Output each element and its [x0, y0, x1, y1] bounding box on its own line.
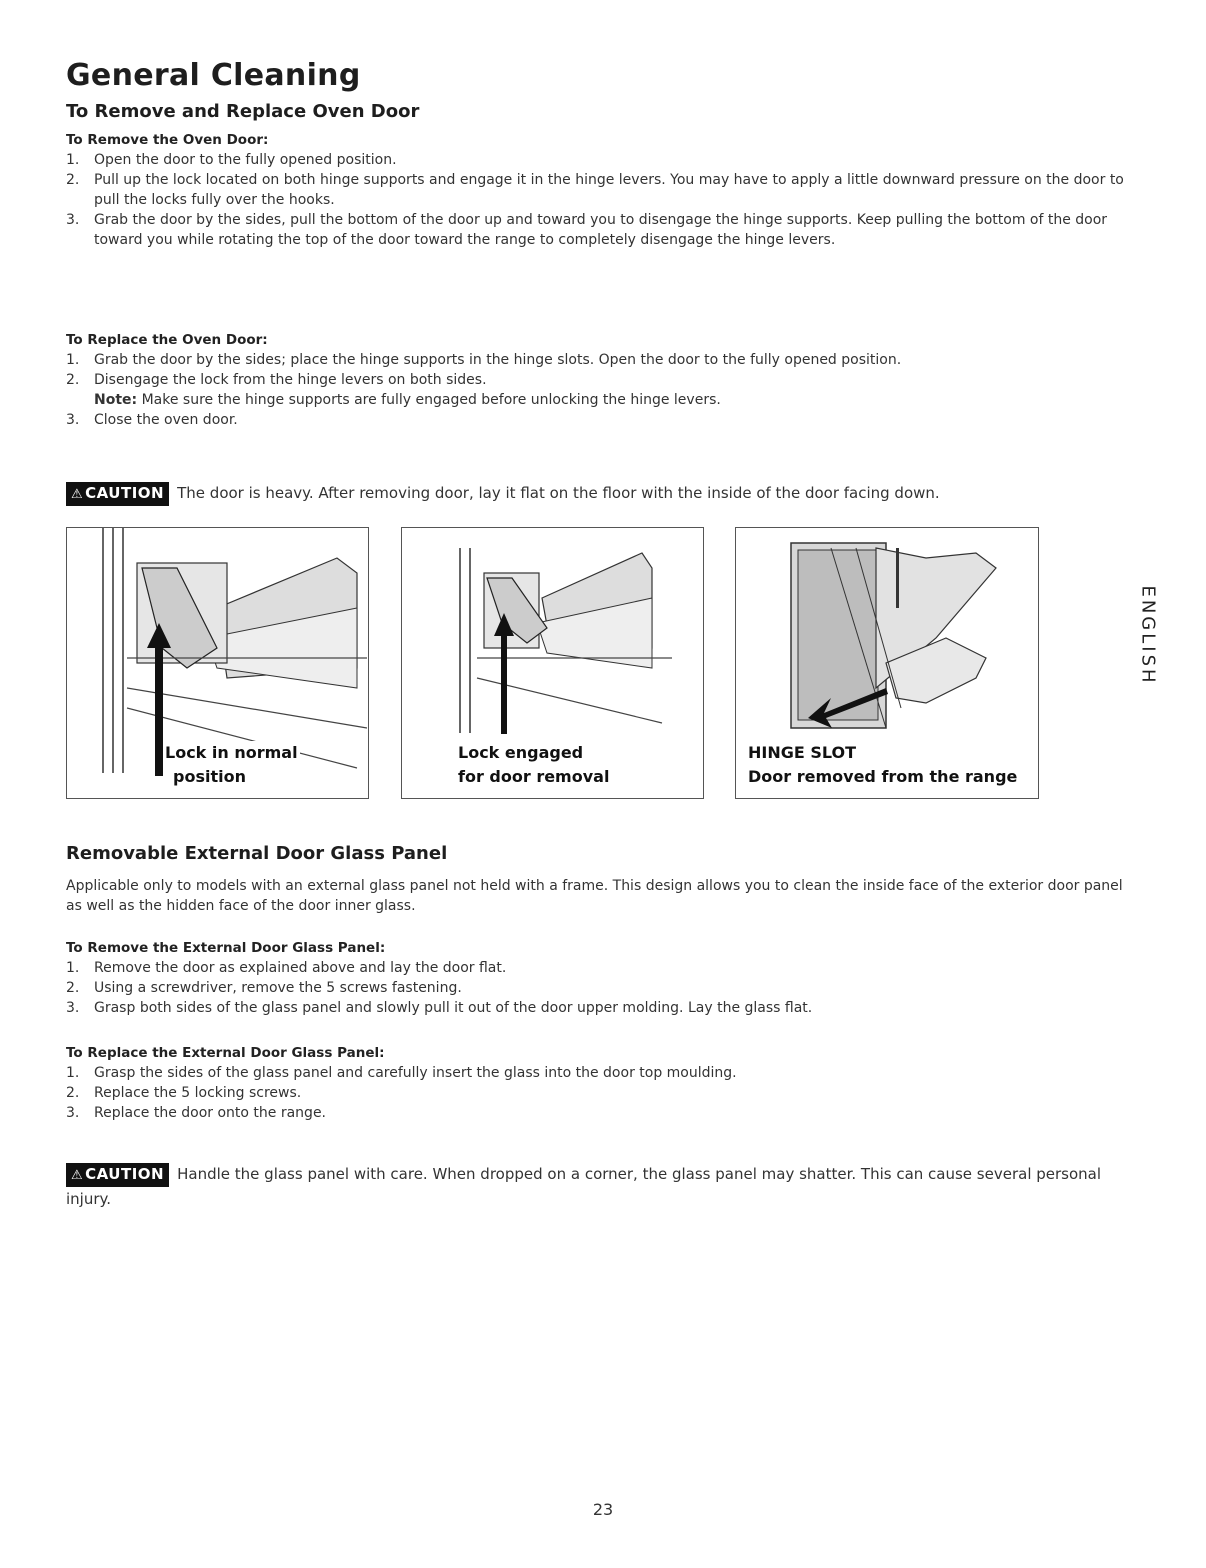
step-number: 1. — [66, 960, 80, 976]
step-number: 2. — [66, 980, 80, 996]
list-item — [66, 978, 1136, 998]
intro-text: Applicable only to models with an external glass panel not held with a frame. This design allows you to clean the inside face of the exterior door panel as well as the hidden face of the door inner glass. — [66, 878, 1123, 914]
step-text: Remove the door as explained above and lay the door flat. — [94, 960, 507, 976]
replace-door-steps — [66, 350, 1136, 430]
figure-caption — [746, 741, 1019, 789]
replace-glass-steps — [66, 1063, 1136, 1123]
section-external-glass-panel — [66, 843, 1136, 864]
caption-line: for door removal — [458, 767, 610, 786]
subheading-remove-glass: To Remove the External Door Glass Panel: — [66, 940, 386, 956]
step-text: Open the door to the fully opened position. — [94, 152, 397, 168]
caution-text: The door is heavy. After removing door, lay it flat on the floor with the inside of the door facing down. — [177, 484, 940, 502]
page-title: General Cleaning — [66, 58, 361, 93]
step-text: Using a screwdriver, remove the 5 screws fastening. — [94, 980, 462, 996]
step-number: 1. — [66, 152, 80, 168]
list-item — [66, 370, 1136, 410]
caution-label: CAUTION — [85, 484, 165, 502]
remove-glass-panel-block — [66, 938, 1136, 1018]
figure-hinge-slot — [735, 527, 1039, 799]
step-number: 1. — [66, 352, 80, 368]
remove-door-steps — [66, 150, 1136, 250]
list-item — [66, 1083, 1136, 1103]
caption-line: Lock engaged — [458, 743, 584, 762]
subheading-replace-glass: To Replace the External Door Glass Panel: — [66, 1045, 385, 1061]
step-text: Replace the 5 locking screws. — [94, 1085, 302, 1101]
warning-triangle-icon: ⚠ — [71, 1168, 84, 1183]
caution-label: CAUTION — [85, 1165, 165, 1183]
warning-triangle-icon: ⚠ — [71, 487, 84, 502]
list-item — [66, 1063, 1136, 1083]
step-number: 2. — [66, 1085, 80, 1101]
caption-line: Door removed from the range — [748, 767, 1018, 786]
caution-badge — [66, 1163, 169, 1187]
language-side-tab — [1128, 575, 1168, 695]
list-item — [66, 350, 1136, 370]
glass-panel-intro — [66, 876, 1136, 916]
note-text: Make sure the hinge supports are fully engaged before unlocking the hinge levers. — [141, 392, 721, 408]
list-item — [66, 410, 1136, 430]
step-number: 3. — [66, 212, 80, 228]
section-heading: Removable External Door Glass Panel — [66, 843, 448, 864]
step-text: Grab the door by the sides, pull the bottom of the door up and toward you to disengage the hinge supports. Keep pulling the bottom of the door toward you while rotating the top of the door toward the range to completely disengage the hinge levers. — [94, 212, 1108, 248]
page-number: 23 — [592, 1500, 614, 1519]
figure-lock-engaged — [401, 527, 704, 799]
step-number: 3. — [66, 412, 80, 428]
subheading-replace-door: To Replace the Oven Door: — [66, 332, 268, 348]
section-remove-replace-door — [66, 101, 1136, 122]
step-text: Pull up the lock located on both hinge supports and engage it in the hinge levers. You may have to apply a little downward pressure on the door to pull the locks fully over the hooks. — [94, 172, 1124, 208]
caution-glass-panel — [66, 1162, 1136, 1211]
caption-line: Lock in normal — [165, 743, 298, 762]
step-number: 3. — [66, 1105, 80, 1121]
step-number: 2. — [66, 372, 80, 388]
list-item — [66, 998, 1136, 1018]
list-item — [66, 150, 1136, 170]
list-item — [66, 210, 1136, 250]
step-number: 3. — [66, 1000, 80, 1016]
remove-oven-door-block — [66, 130, 1136, 250]
step-text: Grab the door by the sides; place the hinge supports in the hinge slots. Open the door to the fully opened position. — [94, 352, 902, 368]
step-text: Grasp the sides of the glass panel and carefully insert the glass into the door top moulding. — [94, 1065, 737, 1081]
note-label: Note: — [94, 392, 138, 408]
list-item — [66, 1103, 1136, 1123]
side-tab-label: ENGLISH — [1137, 585, 1159, 686]
figure-caption — [163, 741, 300, 789]
figure-lock-normal — [66, 527, 369, 799]
caption-line: position — [173, 767, 246, 786]
replace-glass-panel-block — [66, 1043, 1136, 1123]
step-text: Grasp both sides of the glass panel and slowly pull it out of the door upper molding. Lay the glass flat. — [94, 1000, 813, 1016]
replace-oven-door-block — [66, 330, 1136, 430]
caution-door-heavy — [66, 482, 1136, 506]
remove-glass-steps — [66, 958, 1136, 1018]
caution-text: Handle the glass panel with care. When dropped on a corner, the glass panel may shatter. This can cause several personal injury. — [66, 1165, 1102, 1208]
step-text: Replace the door onto the range. — [94, 1105, 327, 1121]
list-item — [66, 958, 1136, 978]
step-text: Close the oven door. — [94, 412, 238, 428]
step-number: 1. — [66, 1065, 80, 1081]
figure-caption — [456, 741, 611, 789]
caution-badge — [66, 482, 169, 506]
caption-line: HINGE SLOT — [748, 743, 857, 762]
list-item — [66, 170, 1136, 210]
step-number: 2. — [66, 172, 80, 188]
step-text: Disengage the lock from the hinge levers on both sides. — [94, 372, 487, 388]
section-heading: To Remove and Replace Oven Door — [66, 101, 420, 122]
subheading-remove-door: To Remove the Oven Door: — [66, 132, 269, 148]
